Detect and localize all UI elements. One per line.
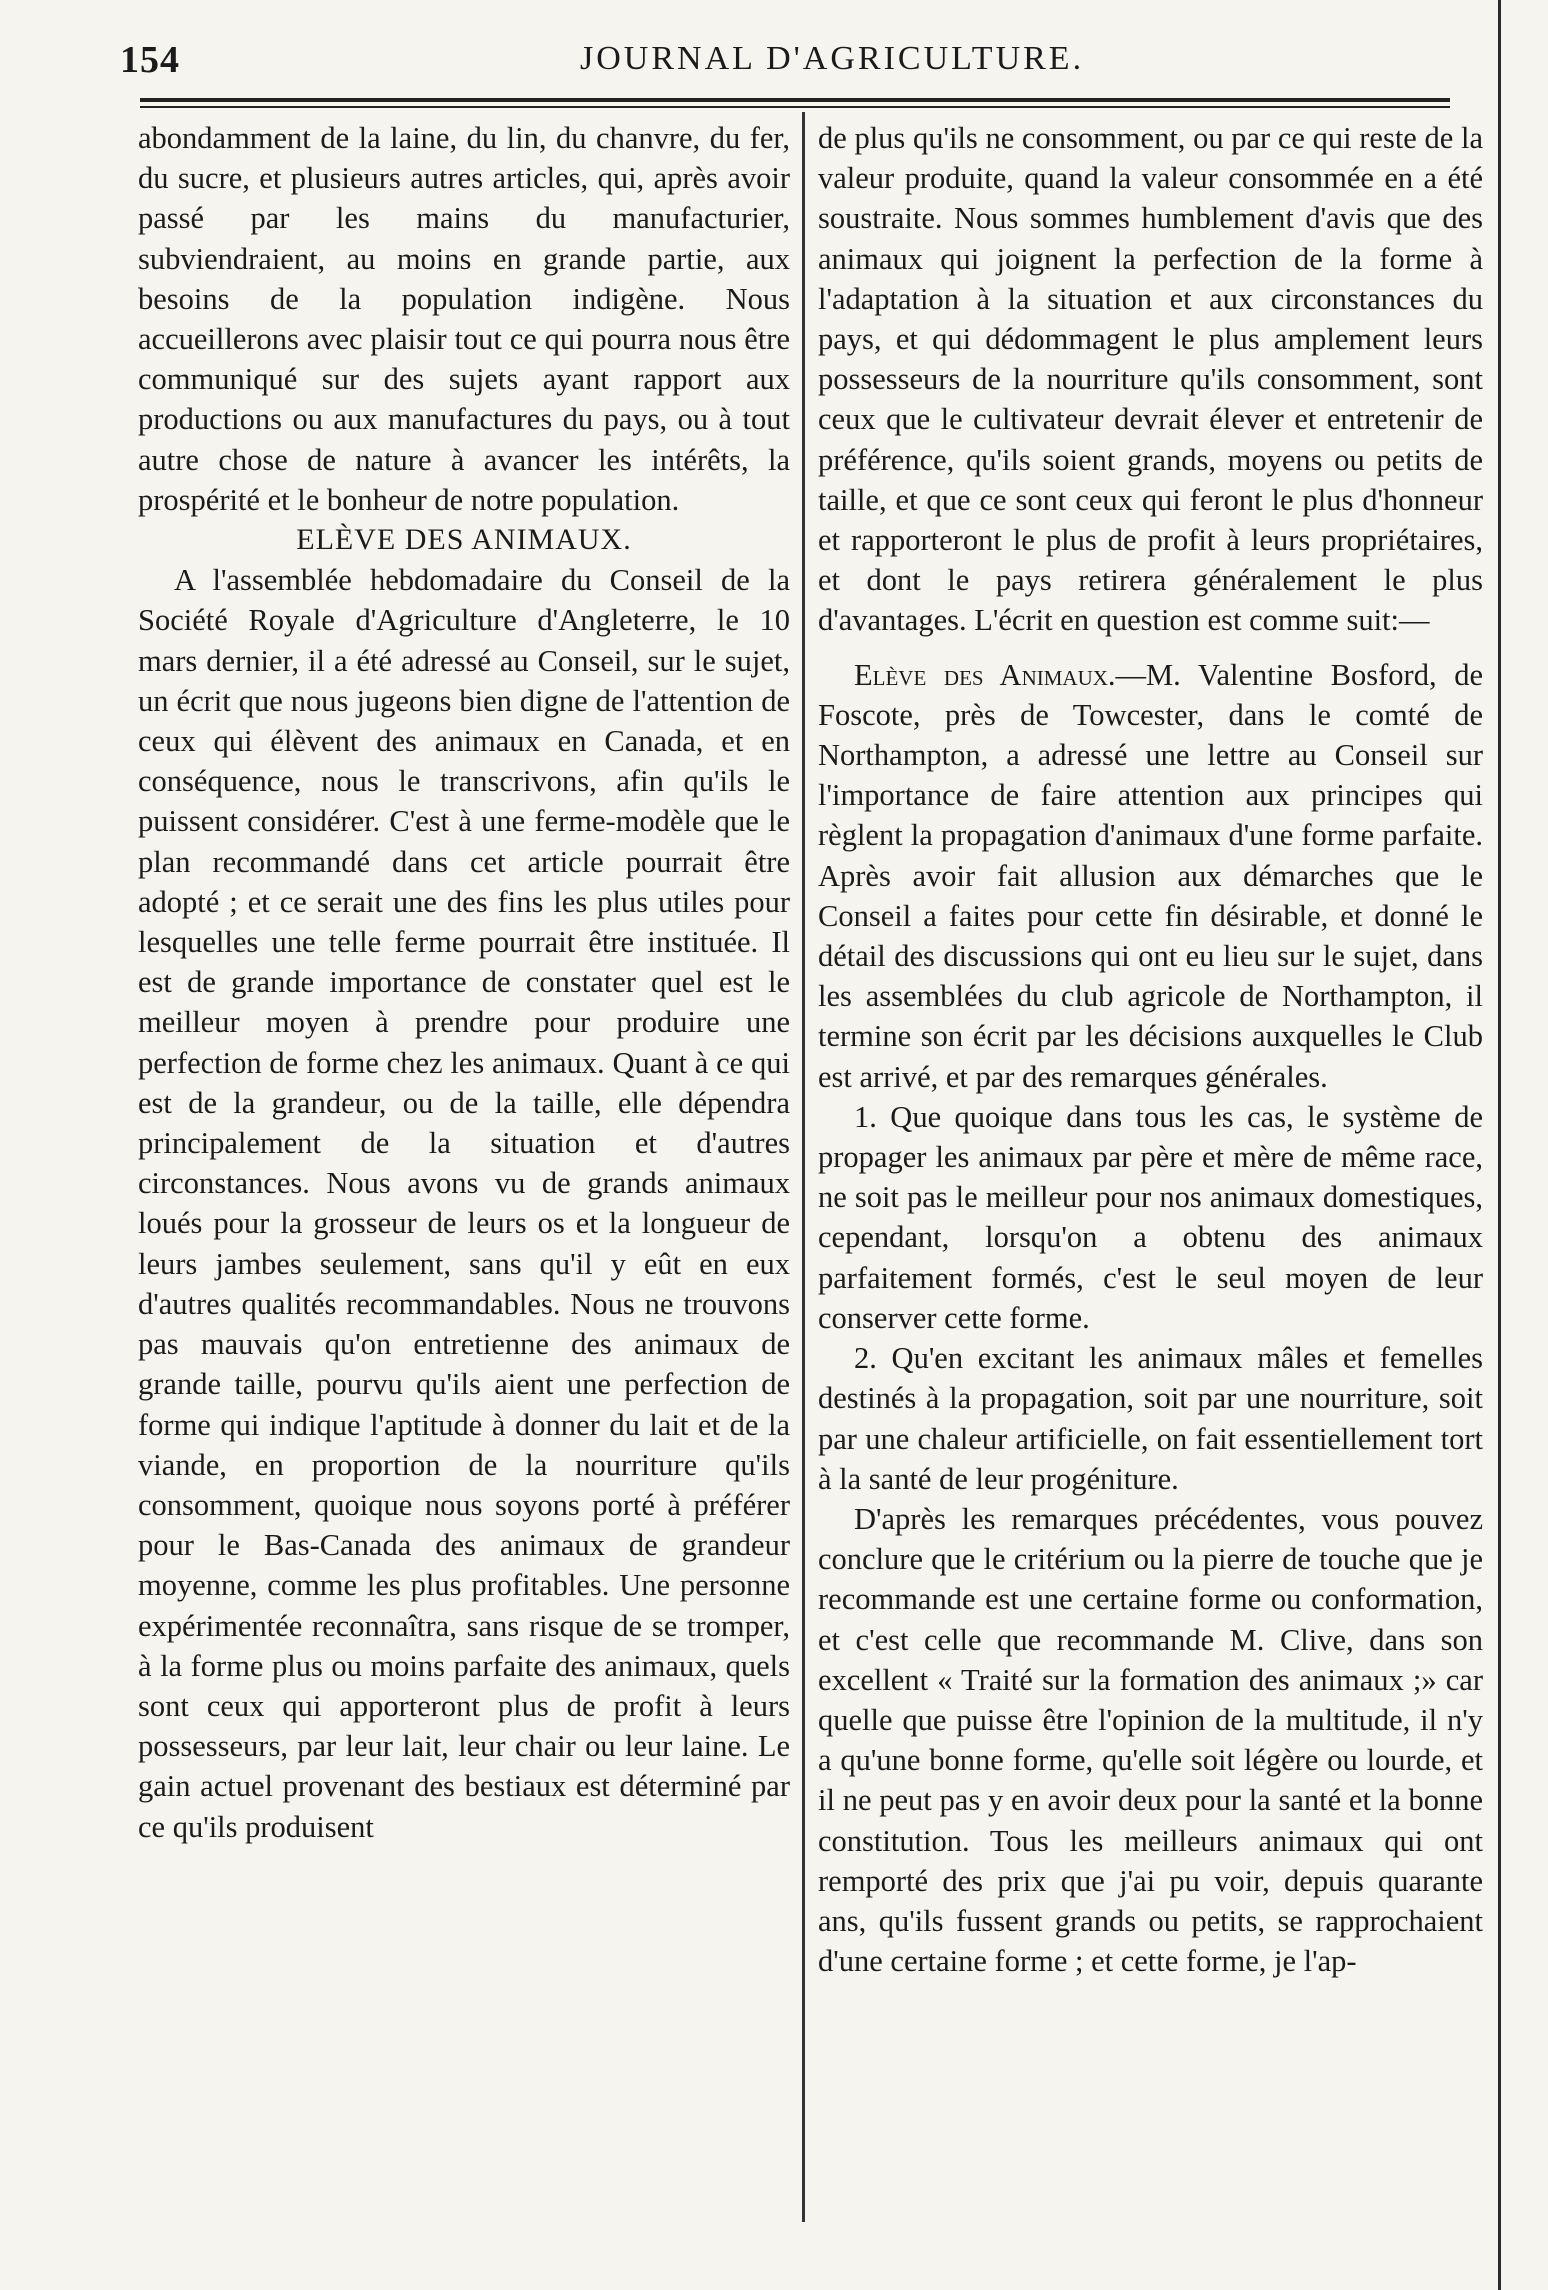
running-title: JOURNAL D'AGRICULTURE. <box>580 40 1085 77</box>
right-paragraph-1: de plus qu'ils ne consomment, ou par ce qui reste de la valeur produite, quand la valeur consommée en a été soustraite. Nous sommes humblement d'avis que des animaux qui joignent la perfection de la forme à l'adaptation à la situation et aux circonstances du pays, et qui dédommagent le plus amplement leurs possesseurs de la nourriture qu'ils consomment, sont ceux que le cultivateur devrait élever et entretenir de préférence, qu'ils soient grands, moyens ou petits de taille, et que ce sont ceux qui feront le plus d'honneur et rapporteront le plus de profit à leurs propriétaires, et dont le pays retirera généralement le plus d'avantages. L'écrit en question est comme suit:— <box>818 121 1483 638</box>
right-paragraph-5: D'après les remarques précédentes, vous pouvez conclure que le critérium ou la pierre de touche que je recommande est une certaine forme ou conformation, et c'est celle que recommande M. Clive, dans son excellent « Traité sur la formation des animaux ;» car quelle que puisse être l'opinion de la multitude, il n'y a qu'une bonne forme, qu'elle soit légère ou lourde, et il ne peut pas y en avoir deux pour la santé et la bonne constitution. Tous les meilleurs animaux qui ont remporté des prix que j'ai pu voir, depuis quarante ans, qu'ils fussent grands ou petits, se rapprochaient d'une certaine forme ; et cette forme, je l'ap- <box>818 1501 1483 1979</box>
left-paragraph-2: A l'assemblée hebdomadaire du Conseil de la Société Royale d'Agriculture d'Angleterre, le 10 mars dernier, il a été adressé au Conseil, sur le sujet, un écrit que nous jugeons bien digne de l'attention de ceux qui élèvent des animaux en Canada, et en conséquence, nous le transcrivons, afin qu'ils le puissent considérer. C'est à une ferme-modèle que le plan recommandé dans cet article pourrait être adopté ; et ce serait une des fins les plus utiles pour lesquelles une telle ferme pourrait être instituée. Il est de grande importance de constater quel est le meilleur moyen à prendre pour produire une perfection de forme chez les animaux. Quant à ce qui est de la grandeur, ou de la taille, elle dépendra principalement de la situation et d'autres circonstances. Nous avons vu de grands animaux loués pour la grosseur de leurs os et la longueur de leurs jambes seulement, sans qu'il y eût en eux d'autres qualités recommandables. Nous ne trouvons pas mauvais qu'on entretienne des animaux de grande taille, pourvu qu'ils aient une perfection de forme qui indique l'aptitude à donner du lait et de la viande, en proportion de la nourriture qu'ils consomment, quoique nous soyons porté à préférer pour le Bas-Canada des animaux de grandeur moyenne, comme les plus profitables. Une personne expérimentée reconnaîtra, sans risque de se tromper, à la forme plus ou moins parfaite des animaux, quels sont ceux qui apporteront plus de profit à leurs possesseurs, par leur lait, leur chair ou leur laine. Le gain actuel provenant des bestiaux est déterminé par ce qu'ils produisent <box>138 563 790 1844</box>
decision-1: 1. Que quoique dans tous les cas, le système de propager les animaux par père et mère de même race, ne soit pas le meilleur pour nos animaux domestiques, cependant, lorsqu'on a obtenu des animaux parfaitement formés, c'est le seul moyen de leur conserver cette forme. <box>818 1099 1483 1335</box>
subsection-lead: Elève des Animaux. <box>854 657 1116 692</box>
left-paragraph-1: abondamment de la laine, du lin, du chanvre, du fer, du sucre, et plusieurs autres articles, qui, après avoir passé par les mains du manufacturier, subviendraient, au moins en grande partie, aux besoins de la population indigène. Nous accueillerons avec plaisir tout ce qui pourra nous être communiqué sur des sujets ayant rapport aux productions ou aux manufactures du pays, ou à tout autre chose de nature à avancer les intérêts, la prospérité et le bonheur de notre population. <box>138 121 790 517</box>
decision-2: 2. Qu'en excitant les animaux mâles et femelles destinés à la propagation, soit par une nourriture, soit par une chaleur artificielle, on fait essentiellement tort à la santé de leur progéniture. <box>818 1341 1483 1496</box>
right-paragraph-2-text: —M. Valentine Bosford, de Foscote, près de Towcester, dans le comté de Northampton, a adressé une lettre au Conseil sur l'importance de faire attention aux principes qui règlent la propagation d'animaux d'une forme parfaite. Après avoir fait allusion aux démarches que le Conseil a faites pour cette fin désirable, et donné le détail des discussions qui ont eu lieu sur le sujet, dans les assemblées du club agricole de Northampton, il termine son écrit par les décisions auxquelles le Club est arrivé, et par des remarques générales. <box>818 657 1484 1094</box>
page-header <box>120 38 1440 88</box>
right-column <box>818 118 1483 1981</box>
right-paragraph-2 <box>818 655 1483 1097</box>
page-number: 154 <box>120 39 180 81</box>
header-rule <box>140 98 1450 102</box>
left-column <box>138 118 790 1847</box>
header-rule-thin <box>140 106 1450 108</box>
paragraph-gap <box>818 641 1483 655</box>
section-heading: ELÈVE DES ANIMAUX. <box>296 523 632 557</box>
column-divider <box>802 112 805 2222</box>
page-edge-line <box>1498 0 1501 2290</box>
